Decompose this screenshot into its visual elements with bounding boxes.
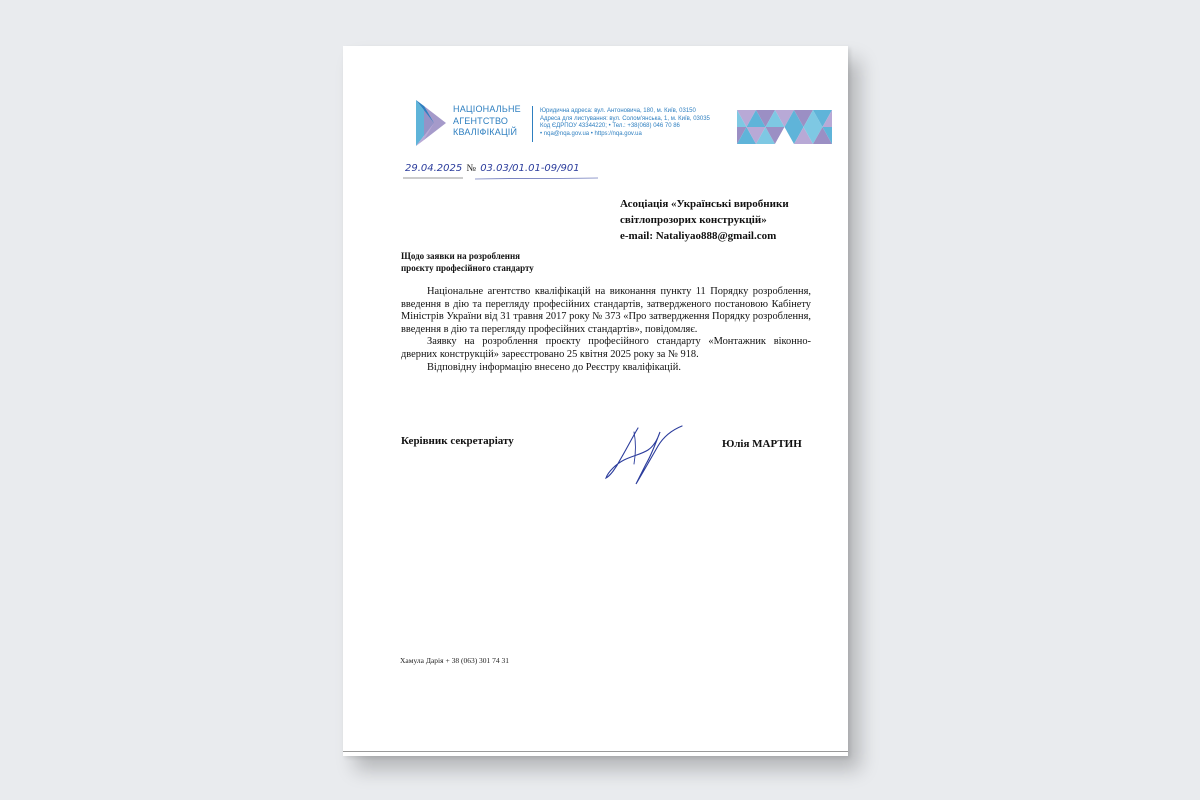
handwritten-signature-icon (598, 424, 688, 486)
paper-bottom-edge (343, 751, 848, 752)
address-line: • nqa@nqa.gov.ua • https://nqa.gov.ua (540, 130, 642, 137)
agency-address-block (540, 108, 710, 138)
address-line: Адреса для листування: вул. Солом'янська, 1, м. Київ, 03035 (540, 115, 710, 122)
header-divider (532, 106, 533, 142)
recipient-line: Асоціація «Українські виробники (620, 198, 789, 210)
agency-name-line: АГЕНТСТВО (453, 115, 509, 126)
footer-contact: Хамула Дарія + 38 (063) 301 74 31 (400, 656, 510, 665)
subject-line: проєкту професійного стандарту (401, 263, 534, 273)
recipient-email: e-mail: Nataliyao888@gmail.com (620, 230, 777, 242)
recipient-line: світлопрозорих конструкцій» (620, 214, 767, 226)
registration-no-label: № (466, 163, 476, 174)
signer-title: Керівник секретаріату (401, 435, 514, 447)
body-paragraph: Відповідну інформацію внесено до Реєстру кваліфікацій. (427, 361, 681, 373)
address-line: Код ЄДРПОУ 43344220; • Тел.: +38(068) 046 70 86 (540, 123, 680, 129)
letter-page (343, 46, 848, 756)
signer-name: Юлія МАРТИН (722, 438, 802, 450)
body-paragraph: Заявку на розроблення проєкту професійного стандарту «Монтажник віконно-дверних конструкцій» зареєстровано 25 квітня 2025 року за № 918. (401, 336, 811, 360)
agency-name (453, 104, 521, 139)
address-line: Юридична адреса: вул. Антоновича, 180, м. Київ, 03150 (540, 108, 696, 114)
registration-number: 03.03/01.01-09/901 (480, 163, 580, 174)
subject-block (401, 250, 534, 274)
body-paragraph: Національне агентство кваліфікацій на виконання пункту 11 Порядку розроблення, введення в дію та перегляду професійних стандартів, затвердженого постановою Кабінету Міністрів України від 31 травня 2017 року № 373 «Про затвердження Порядку розроблення, введення в дію та перегляду професійних стандартів», повідомляє. (401, 286, 811, 335)
brand-triangles-icon (737, 110, 832, 144)
letter-body (401, 286, 811, 374)
subject-line: Щодо заявки на розроблення (401, 251, 521, 261)
registration-line (405, 163, 580, 174)
registration-date: 29.04.2025 (405, 163, 463, 174)
agency-name-line: НАЦІОНАЛЬНЕ (453, 104, 521, 114)
recipient-block (620, 196, 789, 244)
agency-logo-icon (416, 100, 448, 146)
agency-name-line: КВАЛІФІКАЦІЙ (453, 127, 518, 137)
registration-underline (403, 177, 598, 181)
